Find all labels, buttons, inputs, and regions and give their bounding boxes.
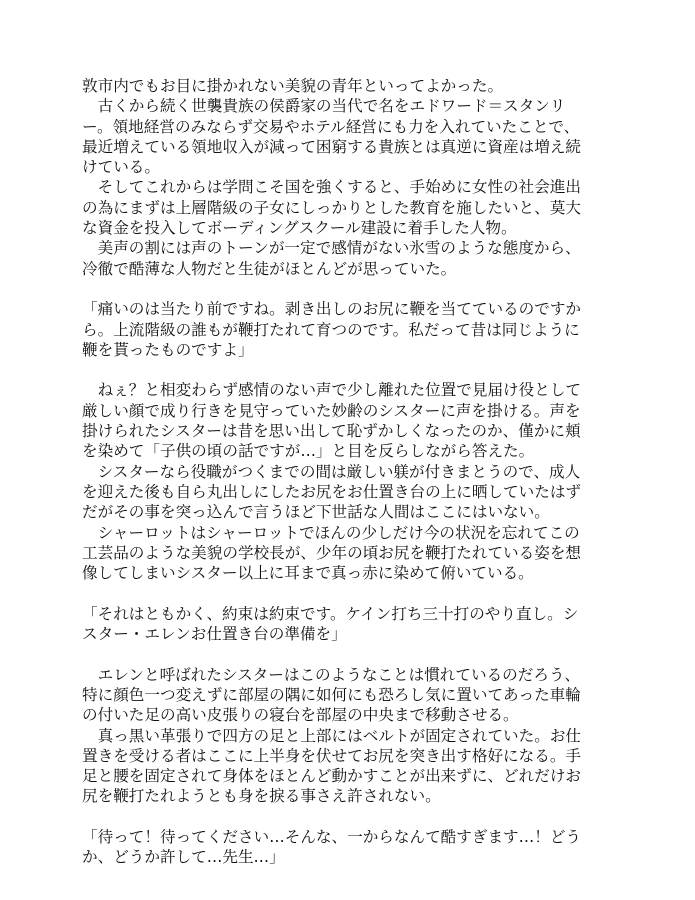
text-line: 工芸品のような美貌の学校長が、少年の頃お尻を鞭打たれている姿を想 <box>82 543 582 562</box>
document-page <box>82 76 622 868</box>
text-line: 像してしまいシスター以上に耳まで真っ赤に染めて俯いている。 <box>82 564 534 583</box>
text-line: を迎えた後も自ら丸出しにしたお尻をお仕置き台の上に晒していたはず <box>82 482 582 501</box>
text-line: ねぇ？と相変わらず感情のない声で少し離れた位置で見届け役として <box>82 381 582 400</box>
text-line: 古くから続く世襲貴族の侯爵家の当代で名をエドワード＝スタンリ <box>82 97 566 116</box>
dialogue-line: 「待って！待ってください…そんな、一からなんて酷すぎます…！どう <box>82 827 582 846</box>
text-line: 尻を鞭打たれようとも身を捩る事さえ許されない。 <box>82 787 441 806</box>
dialogue-line: 「それはともかく、約束は約束です。ケイン打ち三十打のやり直し。シ <box>82 604 579 623</box>
text-line: 美声の割には声のトーンが一定で感情がない氷雪のような態度から、 <box>82 239 581 258</box>
text-line: 厳しい顔で成り行きを見守っていた妙齢のシスターに声を掛ける。声を <box>82 401 581 420</box>
text-line: けている。 <box>82 158 160 177</box>
blank-line <box>82 807 622 827</box>
dialogue-line: か、どうか許して…先生…」 <box>82 848 285 867</box>
text-line: エレンと呼ばれたシスターはこのようなことは慣れているのだろう、 <box>82 665 581 684</box>
text-line: だがその事を突っ込んで言うほど下世話な人間はここにはいない。 <box>82 503 550 522</box>
text-line: を染めて「子供の頃の話ですが…」と目を反らしながら答えた。 <box>82 442 535 461</box>
blank-line <box>82 583 622 603</box>
text-line: の為にまずは上層階級の子女にしっかりとした教育を施したいと、莫大 <box>82 198 582 217</box>
text-line: 掛けられたシスターは昔を思い出して恥ずかしくなったのか、僅かに頬 <box>82 422 581 441</box>
text-line: 冷徹で酷薄な人物だと生徒がほとんどが思っていた。 <box>82 259 457 278</box>
blank-line <box>82 279 622 299</box>
dialogue-line: 鞭を貰ったものですよ」 <box>82 340 254 359</box>
text-line: ー。領地経営のみならず交易やホテル経営にも力を入れていたことで、 <box>82 117 580 136</box>
text-line: 敦市内でもお目に掛かれない美貌の青年といってよかった。 <box>82 77 504 95</box>
blank-line <box>82 360 622 380</box>
text-line: 置きを受ける者はここに上半身を伏せてお尻を突き出す格好になる。手 <box>82 746 582 765</box>
dialogue-line: ら。上流階級の誰もが鞭打たれて育つのです。私だって昔は同じように <box>82 320 580 339</box>
text-line: 足と腰を固定されて身体をほとんど動かすことが出来ずに、どれだけお <box>82 767 582 786</box>
text-line: シャーロットはシャーロットでほんの少しだけ今の状況を忘れてこの <box>82 523 580 542</box>
text-line: 特に顔色一つ変えずに部屋の隅に如何にも恐ろし気に置いてあった車輪 <box>82 685 581 704</box>
text-line: な資金を投入してボーディングスクール建設に着手した人物。 <box>82 219 517 238</box>
text-line: 真っ黒い革張りで四方の足と上部にはベルトが固定されていた。お仕 <box>82 726 582 745</box>
text-line: そしてこれからは学問こそ国を強くすると、手始めに女性の社会進出 <box>82 178 582 197</box>
text-line: の付いた足の高い皮張りの寝台を部屋の中央まで移動させる。 <box>82 706 519 725</box>
text-line: シスターなら役職がつくまでの間は厳しい躾が付きまとうので、成人 <box>82 462 581 481</box>
dialogue-line: 「痛いのは当たり前ですね。剥き出しのお尻に鞭を当てているのですか <box>82 300 582 319</box>
dialogue-line: スター・エレンお仕置き台の準備を」 <box>82 625 347 644</box>
blank-line <box>82 644 622 664</box>
text-line: 最近増えている領地収入が減って困窮する貴族とは真逆に資産は増え続 <box>82 137 582 156</box>
